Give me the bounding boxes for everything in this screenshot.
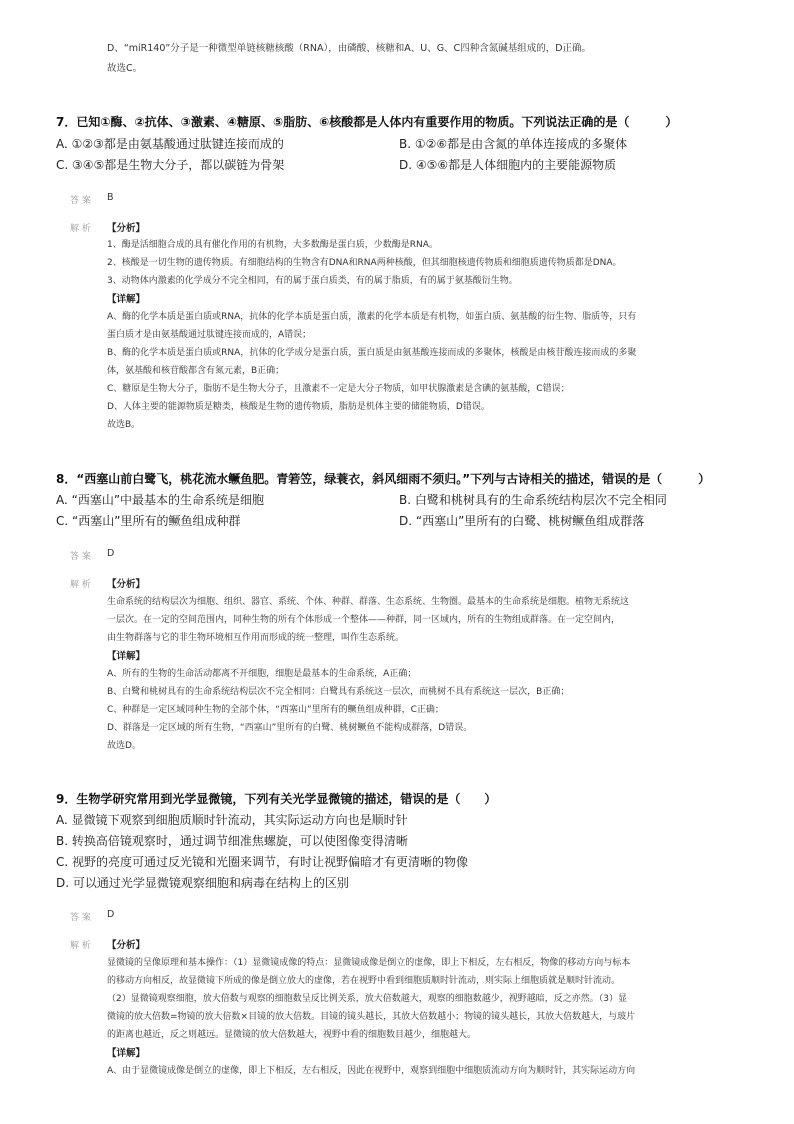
q8-analysis-line: C、种群是一定区域同种生物的全部个体，“西塞山”里所有的鳜鱼组成种群，C正确； (107, 705, 444, 715)
q9-option-c: C. 视野的亮度可通过反光镜和光圈来调节，有时让视野偏暗才有更清晰的物像 (56, 855, 469, 869)
q9-analysis-label: 解 析 (70, 941, 91, 951)
q9-analysis-line: A、由于显微镜成像是倒立的虚像，即上下相反，左右相反，因此在视野中，观察到细胞中细胞质流动方向为顺时针，其实际运动方向 (107, 1066, 636, 1076)
q7-title: 7．已知①酶、②抗体、③激素、④糖原、⑤脂肪、⑥核酸都是人体内有重要作用的物质。下列说法正确的是（ ） (56, 115, 678, 129)
q7-option-b: B. ①②⑥都是由含氮的单体连接成的多聚体 (399, 137, 628, 151)
q8-answer: D (107, 548, 115, 559)
q9-answer-label: 答 案 (70, 913, 91, 923)
q7-analysis-line: 2、核酸是一切生物的遗传物质。有细胞结构的生物含有DNA和RNA两种核酸，但其细胞核遗传物质和细胞质遗传物质都是DNA。 (107, 258, 622, 268)
q9-option-b: B. 转换高倍镜观察时，通过调节细准焦螺旋，可以使图像变得清晰 (56, 834, 408, 848)
q8-answer-label: 答 案 (70, 552, 91, 562)
q7-analysis-line: 3、动物体内激素的化学成分不完全相同，有的属于蛋白质类，有的属于脂质，有的属于氨基酸衍生物。 (107, 276, 518, 286)
prev-explanation-line: D、“miR140”分子是一种微型单链核糖核酸（RNA），由磷酸、核糖和A、U、G、C四种含氮碱基组成的，D正确。 (107, 43, 592, 54)
q9-title: 9．生物学研究常用到光学显微镜，下列有关光学显微镜的描述，错误的是（ ） (56, 792, 497, 806)
q7-option-d: D. ④⑤⑥都是人体细胞内的主要能源物质 (399, 158, 617, 172)
q7-answer: B (107, 192, 114, 203)
q7-option-c: C. ③④⑤都是生物大分子，都以碳链为骨架 (56, 158, 285, 172)
q7-analysis-line: D、人体主要的能源物质是糖类，核酸是生物的遗传物质，脂肪是机体主要的储能物质，D错误。 (107, 402, 490, 412)
q7-analysis-line: A、酶的化学本质是蛋白质或RNA，抗体的化学本质是蛋白质，激素的化学本质是有机物，如蛋白质、氨基酸的衍生物、脂质等，只有 (107, 312, 637, 322)
q7-option-a: A. ①②③都是由氨基酸通过肽键连接而成的 (56, 137, 284, 151)
q7-analysis-label: 解 析 (70, 224, 91, 234)
q8-analysis-line: A、所有的生物的生命活动都离不开细胞，细胞是最基本的生命系统，A正确； (107, 669, 417, 679)
q8-option-a: A. “西塞山”中最基本的生命系统是细胞 (56, 493, 265, 507)
q9-analysis-heading: 【分析】 (107, 940, 146, 951)
q9-analysis-line: 微镜的放大倍数=物镜的放大倍数×目镜的放大倍数。目镜的镜头越长，其放大倍数越小；物镜的镜头越长，其放大倍数越大，与玻片 (107, 1012, 636, 1022)
q7-analysis-line: 体，氨基酸和核苷酸都含有氮元素，B正确； (107, 366, 285, 376)
q7-analysis-line: 蛋白质才是由氨基酸通过肽键连接而成的，A错误； (107, 330, 312, 340)
q8-option-b: B. 白鹭和桃树具有的生命系统结构层次不完全相同 (399, 493, 667, 507)
q7-analysis-line: B、酶的化学本质是蛋白质或RNA，抗体的化学成分是蛋白质，蛋白质是由氨基酸连接而成的多聚体，核酸是由核苷酸连接而成的多聚 (107, 348, 637, 358)
q9-option-d: D. 可以通过光学显微镜观察细胞和病毒在结构上的区别 (56, 876, 349, 890)
q8-title: 8．“西塞山前白鹭飞，桃花流水鳜鱼肥。青箬笠，绿蓑衣，斜风细雨不须归。”下列与古诗相关的描述，错误的是（ ） (56, 472, 711, 486)
q8-option-d: D. “西塞山”里所有的白鹭、桃树鳜鱼组成群落 (399, 514, 645, 528)
q9-detail-heading: 【详解】 (107, 1048, 146, 1059)
q8-analysis-label: 解 析 (70, 580, 91, 590)
q8-analysis-line: B、白鹭和桃树具有的生命系统结构层次不完全相同：白鹭具有系统这一层次，而桃树不具有系统这一层次，B正确； (107, 687, 570, 697)
q8-detail-heading: 【详解】 (107, 651, 146, 662)
q8-conclusion: 故选D。 (107, 741, 141, 751)
q9-analysis-line: 的移动方向相反，故显微镜下所成的像是倒立放大的虚像，若在视野中看到细胞质顺时针流动，则实际上细胞质就是顺时针流动。 (107, 976, 621, 986)
q8-analysis-line: 一层次。在一定的空间范围内，同种生物的所有个体形成一个整体——种群，同一区域内，所有的生物组成群落。在一定空间内， (107, 615, 621, 625)
q8-analysis-heading: 【分析】 (107, 579, 146, 590)
q7-answer-label: 答 案 (70, 196, 91, 206)
q8-option-c: C. “西塞山”里所有的鳜鱼组成种群 (56, 514, 241, 528)
q9-analysis-line: 的距离也越近，反之则越远。显微镜的放大倍数越大，视野中看的细胞数目越少，细胞越大。 (107, 1030, 477, 1040)
q9-answer: D (107, 909, 115, 920)
q9-analysis-line: （2）显微镜观察细胞，放大倍数与观察的细胞数呈反比例关系，放大倍数越大，观察的细胞数越少，视野越暗，反之亦然。（3）显 (107, 994, 627, 1004)
q7-analysis-heading: 【分析】 (107, 223, 146, 234)
q7-conclusion: 故选B。 (107, 420, 141, 430)
q9-option-a: A. 显微镜下观察到细胞质顺时针流动，其实际运动方向也是顺时针 (56, 813, 408, 827)
q8-analysis-line: D、群落是一定区域的所有生物，“西塞山”里所有的白鹭、桃树鳜鱼不能构成群落，D错误。 (107, 723, 473, 733)
q9-analysis-line: 显微镜的呈像原理和基本操作：（1）显微镜成像的特点：显微镜成像是倒立的虚像，即上下相反，左右相反，物像的移动方向与标本 (107, 958, 631, 968)
q7-analysis-line: C、糖原是生物大分子，脂肪不是生物大分子，且激素不一定是大分子物质，如甲状腺激素是含碘的氨基酸，C错误； (107, 384, 570, 394)
q7-detail-heading: 【详解】 (107, 294, 146, 305)
q8-analysis-line: 由生物群落与它的非生物环境相互作用而形成的统一整理，叫作生态系统。 (107, 633, 405, 643)
q7-analysis-line: 1、酶是活细胞合成的具有催化作用的有机物，大多数酶是蛋白质，少数酶是RNA。 (107, 240, 438, 250)
q8-analysis-line: 生命系统的结构层次为细胞、组织、器官、系统、个体、种群、群落、生态系统、生物圈。最基本的生命系统是细胞。植物无系统这 (107, 597, 630, 607)
prev-conclusion-line: 故选C。 (107, 63, 143, 74)
